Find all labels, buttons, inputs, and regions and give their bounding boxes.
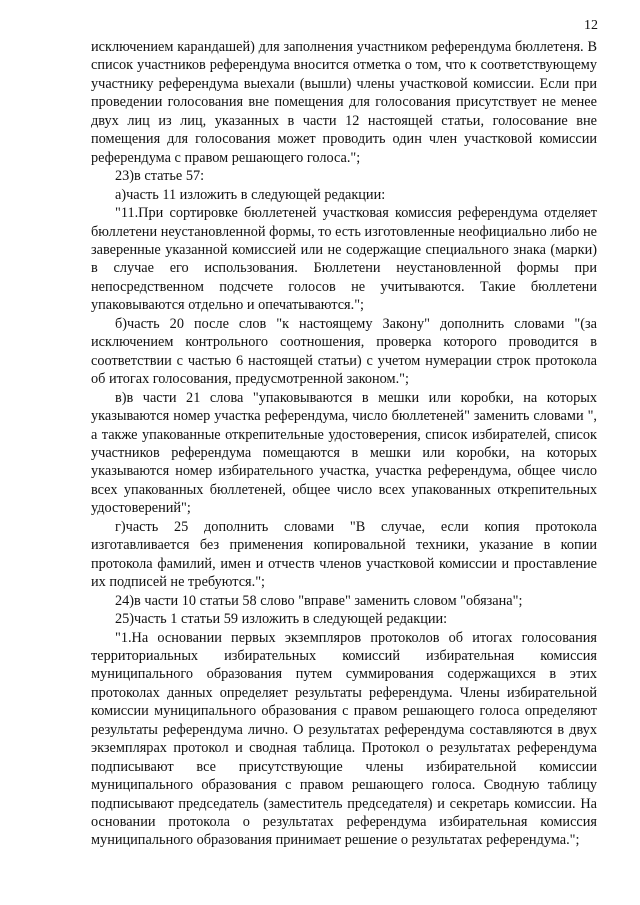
paragraph-quote-11: "11.При сортировке бюллетеней участковая комиссия референдума отделяет бюллетени неустановленной формы, то есть изготовленные неофициально либо не заверенные указанной комиссией или не содержащие специального знака (марки) в случае его использования. Бюллетени неустановленной формы при непосредственном подсчете голосов не учитываются. Такие бюллетени упаковываются отдельно и опечатываются."; — [91, 205, 597, 314]
document-body — [91, 38, 597, 850]
paragraph-continuation: исключением карандашей) для заполнения участником референдума бюллетеня. В список участников референдума вносится отметка о том, что к соответствующему участнику референдума выехали (вышли) члены участковой комиссии. Если при проведении голосования вне помещения для голосования присутствует не менее двух лиц из лиц, указанных в части 12 настоящей статьи, голосование вне помещения для голосования может проводить один член участковой комиссии референдума с правом решающего голоса."; — [91, 39, 597, 166]
paragraph-quote-1: "1.На основании первых экземпляров протоколов об итогах голосования территориальных избирательных комиссий избирательная комиссия муниципального образования путем суммирования содержащихся в этих протоколах данных определяет результаты референдума. Члены избирательной комиссии муниципального образования с правом решающего голоса определяют результаты референдума лично. О результатах референдума составляются в двух экземплярах протокол и сводная таблица. Протокол о результатах референдума подписывают все присутствующие члены избирательной комиссии муниципального образования с правом решающего голоса. Сводную таблицу подписывают председатель (заместитель председателя) и секретарь комиссии. На основании протокола о результатах референдума избирательная комиссия муниципального образования принимает решение о результатах референдума."; — [91, 629, 597, 849]
paragraph-subitem-v: в)в части 21 слова "упаковываются в мешки или коробки, на которых указываются номер участка референдума, число бюллетеней" заменить словами ", а также упакованные открепительные удостоверения, список избирателей, список участников референдума помещаются в мешки или коробки, на которых указываются номер избирательного участка, участка референдума, общее число всех упакованных бюллетеней, общее число всех упакованных открепительных удостоверений"; — [91, 389, 597, 517]
page-number: 12 — [584, 18, 598, 33]
paragraph-subitem-a: а)часть 11 изложить в следующей редакции: — [115, 186, 386, 203]
paragraph-item-24: 24)в части 10 статьи 58 слово "вправе" заменить словом "обязана"; — [115, 592, 523, 609]
paragraph-item-25: 25)часть 1 статьи 59 изложить в следующей редакции: — [115, 611, 448, 628]
paragraph-subitem-g: г)часть 25 дополнить словами "В случае, если копия протокола изготавливается без применения копировальной техники, указание в копии протокола фамилий, имен и отчеств членов участковой комиссии и проставление их подписей не требуются."; — [91, 518, 597, 591]
paragraph-subitem-b: б)часть 20 после слов "к настоящему Закону" дополнить словами "(за исключением контрольного соотношения, проверка которого проводится в соответствии с частью 6 настоящей статьи) с учетом нумерации строк протокола об итогах голосования, предусмотренной законом."; — [91, 315, 597, 388]
paragraph-item-23: 23)в статье 57: — [115, 168, 205, 185]
